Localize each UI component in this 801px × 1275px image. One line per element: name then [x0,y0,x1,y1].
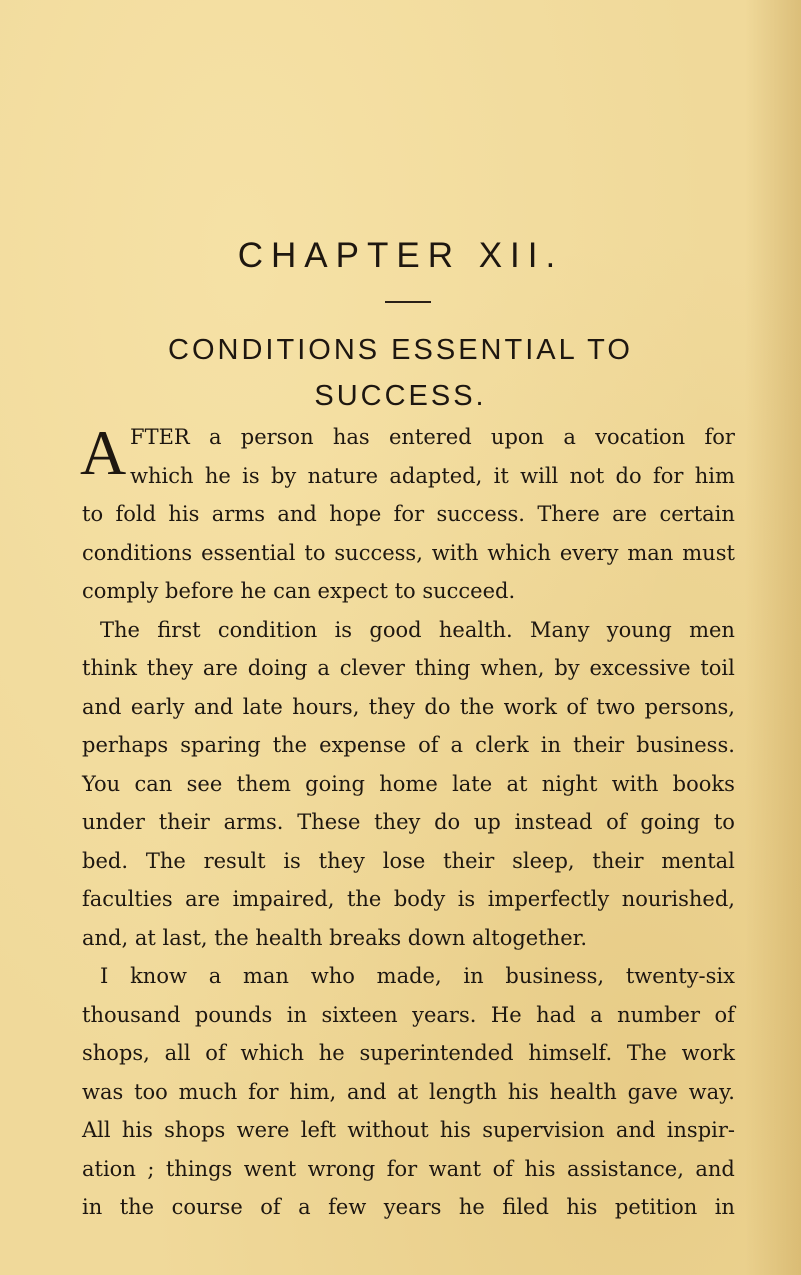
body-text [82,418,735,1227]
text-line: shops, all of which he superintended himself. The work [82,1041,735,1065]
heading-rule [385,301,431,303]
text-line: think they are doing a clever thing when, by excessive toil [82,656,735,680]
chapter-heading: CHAPTER XII. [237,236,564,275]
text-line: to fold his arms and hope for success. There are certain [82,502,735,526]
text-line: ation ; things went wrong for want of his assistance, and [82,1156,735,1181]
text-line: and, at last, the health breaks down altogether. [82,925,588,950]
chapter-title-line-2: SUCCESS. [314,380,487,412]
text-line: which he is by nature adapted, it will not do for him [130,463,735,488]
text-line: bed. The result is they lose their sleep, their mental [82,848,735,873]
text-line: I know a man who made, in business, twenty-six [100,964,735,988]
text-line: All his shops were left without his supervision and inspir- [82,1118,735,1142]
drop-cap: A [80,417,127,488]
text-line: in the course of a few years he filed his petition in [82,1195,735,1219]
text-line: was too much for him, and at length his health gave way. [82,1079,735,1104]
text-line: under their arms. These they do up instead of going to [82,810,735,834]
text-line: The first condition is good health. Many young men [100,617,735,642]
text-line: perhaps sparing the expense of a clerk in their business. [82,733,735,757]
chapter-title-line-1: CONDITIONS ESSENTIAL TO [168,334,633,366]
text-line: faculties are impaired, the body is imperfectly nourished, [82,887,735,911]
text-line: You can see them going home late at night with books [82,771,735,796]
text-line: comply before he can expect to succeed. [82,579,516,603]
text-line: and early and late hours, they do the work of two persons, [82,694,735,719]
text-line: FTER a person has entered upon a vocation for [130,425,735,449]
text-line: conditions essential to success, with which every man must [82,540,735,565]
text-line: thousand pounds in sixteen years. He had a number of [82,1002,735,1027]
